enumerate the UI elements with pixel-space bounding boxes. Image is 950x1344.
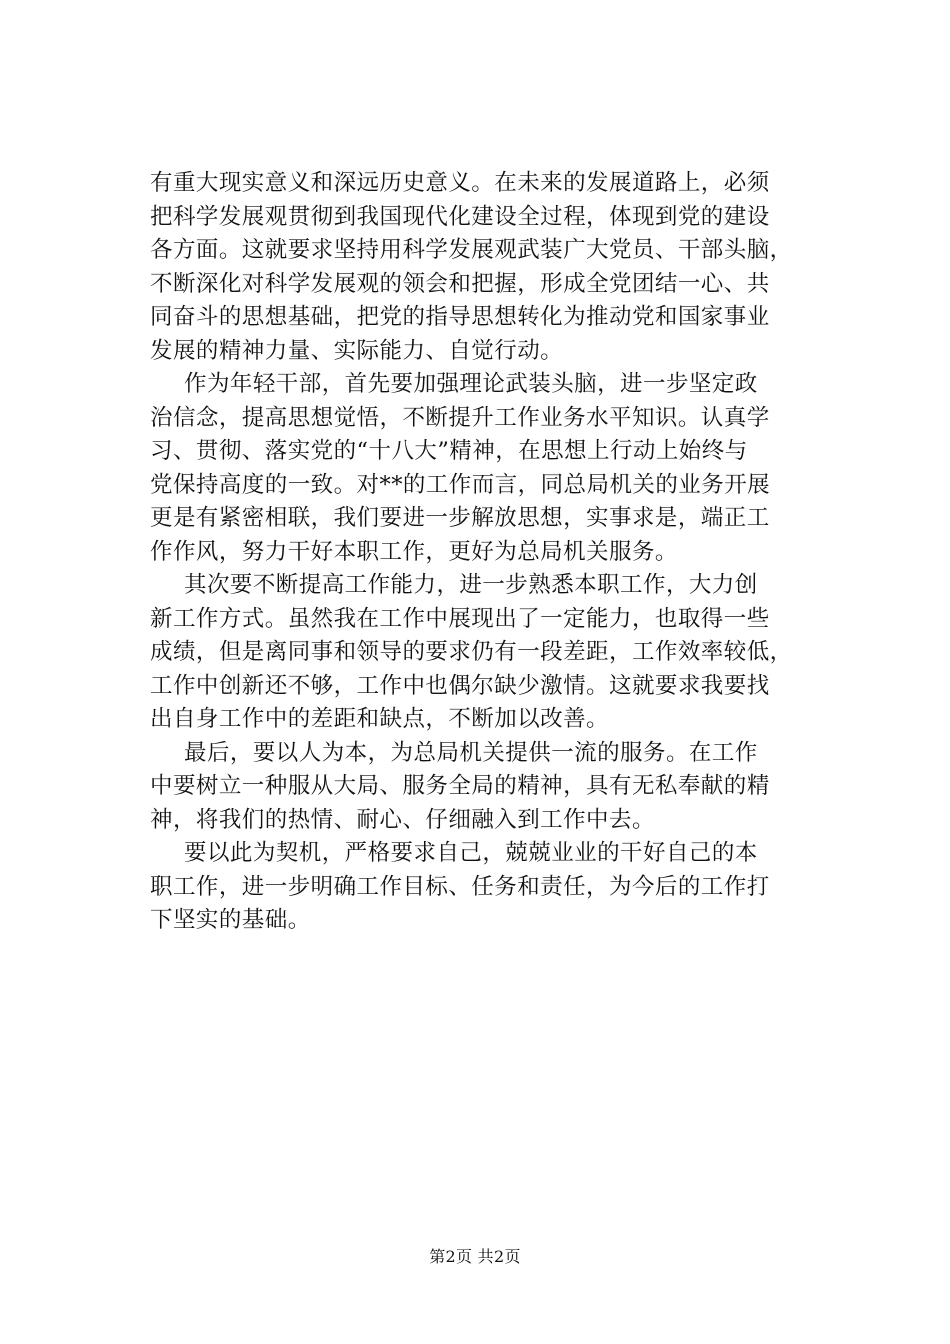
text-line: 新工作方式。虽然我在工作中展现出了一定能力，也取得一些 [150, 605, 770, 632]
text-line: 党保持高度的一致。对**的工作而言，同总局机关的业务开展 [150, 471, 771, 498]
text-line: 习、贯彻、落实党的“十八大”精神，在思想上行动上始终与 [150, 438, 748, 464]
page-footer: 第2页 共2页 [429, 1247, 521, 1266]
text-line: 成绩，但是离同事和领导的要求仍有一段差距，工作效率较低， [150, 639, 793, 665]
text-line: 发展的精神力量、实际能力、自觉行动。 [150, 337, 564, 364]
text-line: 中要树立一种服从大局、服务全局的精神，具有无私奉献的精 [150, 773, 770, 799]
text-line: 下坚实的基础。 [150, 907, 311, 933]
document-body [150, 167, 830, 938]
text-line: 其次要不断提高工作能力，进一步熟悉本职工作，大力创 [184, 572, 758, 598]
text-line: 更是有紧密相联，我们要进一步解放思想，实事求是，端正工 [150, 505, 770, 531]
text-line: 作为年轻干部，首先要加强理论武装头脑，进一步坚定政 [184, 371, 758, 397]
text-line: 把科学发展观贯彻到我国现代化建设全过程，体现到党的建设 [150, 203, 770, 230]
text-line: 有重大现实意义和深远历史意义。在未来的发展道路上，必须 [150, 170, 770, 196]
text-line: 同奋斗的思想基础，把党的指导思想转化为推动党和国家事业 [150, 304, 770, 330]
text-line: 各方面。这就要求坚持用科学发展观武装广大党员、干部头脑， [150, 237, 793, 263]
text-line: 出自身工作中的差距和缺点，不断加以改善。 [150, 706, 610, 732]
text-line: 工作中创新还不够，工作中也偶尔缺少激情。这就要求我要找 [150, 672, 770, 699]
text-line: 治信念，提高思想觉悟，不断提升工作业务水平知识。认真学 [150, 404, 770, 431]
text-line: 神，将我们的热情、耐心、仔细融入到工作中去。 [150, 806, 655, 833]
text-line: 职工作，进一步明确工作目标、任务和责任，为今后的工作打 [150, 873, 770, 900]
text-line: 要以此为契机，严格要求自己，兢兢业业的干好自己的本 [184, 840, 758, 866]
text-line: 不断深化对科学发展观的领会和把握，形成全党团结一心、共 [150, 270, 770, 297]
text-line: 最后，要以人为本，为总局机关提供一流的服务。在工作 [184, 739, 758, 766]
text-line: 作作风，努力干好本职工作，更好为总局机关服务。 [150, 538, 678, 565]
